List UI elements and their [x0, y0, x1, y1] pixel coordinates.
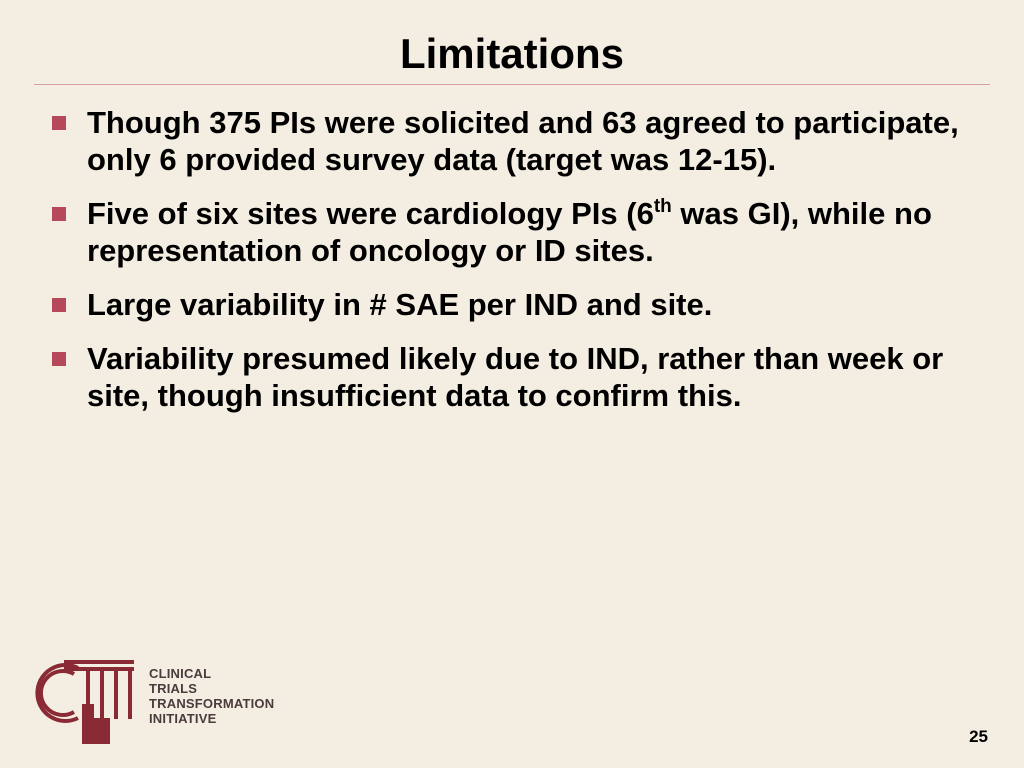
ctti-logo [34, 646, 294, 746]
logo-line: TRIALS [149, 681, 198, 696]
logo-line: TRANSFORMATION [149, 696, 275, 711]
bullet-item-2 [52, 195, 997, 269]
bullet-text: Variability presumed likely due to IND, rather than week or site, though insufficient data to confirm this. [87, 341, 944, 413]
bullet-text: Though 375 PIs were solicited and 63 agreed to participate, only 6 provided survey data (target was 12-15). [87, 105, 959, 177]
bullet-item-3 [52, 286, 997, 323]
slide-title: Limitations [399, 30, 624, 77]
bullet-item-4 [52, 340, 997, 414]
square-bullet-icon [52, 116, 66, 130]
ctti-logo-wordmark [149, 666, 274, 726]
bullet-superscript: th [653, 196, 672, 217]
bullet-list [52, 104, 997, 431]
square-bullet-icon [52, 207, 66, 221]
square-bullet-icon [52, 352, 66, 366]
logo-line: INITIATIVE [149, 711, 217, 726]
bullet-text-after: was GI), while no representation of oncology or ID sites. [87, 196, 932, 268]
title-divider [34, 84, 990, 85]
logo-line: CLINICAL [149, 666, 212, 681]
square-bullet-icon [52, 298, 66, 312]
bullet-text: Large variability in # SAE per IND and site. [87, 287, 713, 322]
bullet-item-1 [52, 104, 997, 178]
ctti-logo-mark-icon [34, 646, 146, 746]
bullet-text-before: Five of six sites were cardiology PIs (6 [87, 196, 654, 231]
page-number: 25 [969, 727, 988, 746]
